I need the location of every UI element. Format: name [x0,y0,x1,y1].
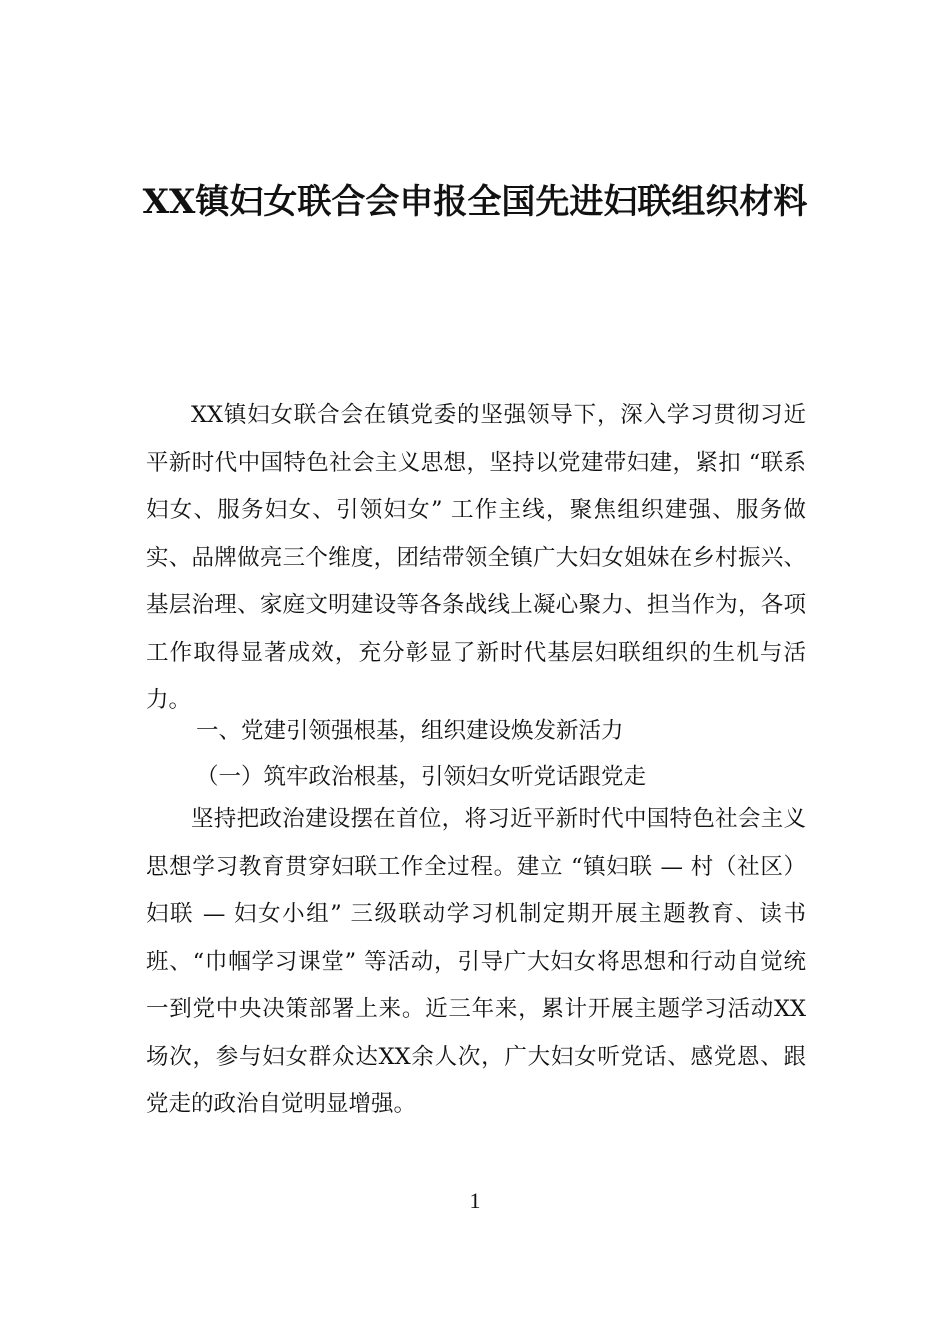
page-number: 1 [469,1188,481,1213]
intro-paragraph: XX镇妇女联合会在镇党委的坚强领导下，深入学习贯彻习近平新时代中国特色社会主义思想，坚持以党建带妇建，紧扣 “联系妇女、服务妇女、引领妇女” 工作主线，聚焦组织建强、服务做实、品牌做亮三个维度，团结带领全镇广大妇女姐妹在乡村振兴、基层治理、家庭文明建设等各条战线上凝心聚力、担当作为，各项工作取得显著成效，充分彰显了新时代基层妇联组织的生机与活力。 [146,402,806,713]
body-paragraph: 坚持把政治建设摆在首位，将习近平新时代中国特色社会主义思想学习教育贯穿妇联工作全过程。建立 “镇妇联 — 村（社区）妇联 — 妇女小组” 三级联动学习机制定期开展主题教育、读书班、“巾帼学习课堂” 等活动，引导广大妇女将思想和行动自觉统一到党中央决策部署上来。近三年来，累计开展主题学习活动XX 场次，参与妇女群众达XX余人次，广大妇女听党话、感党恩、跟党走的政治自觉明显增强。 [146,806,806,1117]
subsection-heading: （一）筑牢政治根基，引领妇女听党话跟党走 [196,764,647,790]
document-title: XX镇妇女联合会申报全国先进妇联组织材料 [142,182,808,222]
section-heading: 一、党建引领强根基，组织建设焕发新活力 [196,718,624,744]
